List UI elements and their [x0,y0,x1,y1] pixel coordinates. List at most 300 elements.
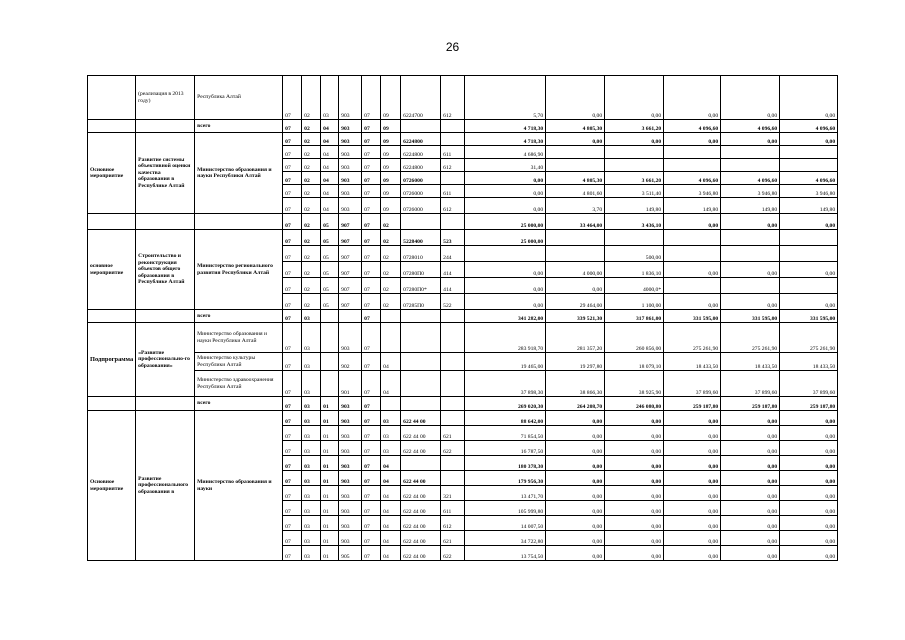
kbk-cell: 905 [339,546,362,561]
amount-cell: 18 079,10 [605,353,664,371]
kbk-cell: 09 [381,198,401,214]
code-cell: 03 [302,531,321,546]
amount-cell: 0,00 [721,441,780,456]
executor-cell: Министерство регионального развития Республики Алтай [195,230,283,310]
kbk-cell: 903 [339,159,362,172]
amount-cell: 0,00 [780,531,838,546]
kbk-cell: 611 [441,146,465,159]
kbk-cell: 612 [441,159,465,172]
code-cell: 07 [283,353,302,371]
code-cell: 07 [283,456,302,471]
kbk-cell: 04 [381,501,401,516]
kbk-cell [401,353,441,371]
amount-cell: 0,00 [546,76,605,120]
kbk-cell: 523 [441,230,465,246]
amount-cell: 34 722,80 [465,531,546,546]
kbk-cell: 07285П0 [401,294,441,310]
page-number: 26 [445,40,460,54]
amount-cell: 0,00 [546,501,605,516]
kbk-cell: 903 [339,531,362,546]
executor-cell: всего [195,310,283,323]
code-cell: 07 [283,120,302,133]
amount-cell [546,146,605,159]
amount-cell [605,230,664,246]
table-row [88,214,838,230]
kbk-cell [381,310,401,323]
executor-cell: Министерство образования и науки Республики Алтай [195,133,283,214]
kbk-cell: 622 44 00 [401,426,441,441]
amount-cell: 5,70 [465,76,546,120]
amount-cell: 4 805,30 [546,120,605,133]
code-cell: 02 [302,214,321,230]
code-cell: 01 [321,471,339,486]
kbk-cell: 902 [339,353,362,371]
kbk-cell: 07 [362,76,381,120]
amount-cell [721,230,780,246]
amount-cell: 31,40 [465,159,546,172]
amount-cell: 0,00 [721,501,780,516]
amount-cell: 180 378,30 [465,456,546,471]
kbk-cell: 522 [441,294,465,310]
code-cell: 02 [302,230,321,246]
code-cell: 07 [283,546,302,561]
event-title-cell [136,120,195,133]
code-cell: 07 [283,516,302,531]
amount-cell: 0,00 [664,471,721,486]
event-title-cell: (реализация в 2013 году) [136,76,195,120]
amount-cell [721,278,780,294]
amount-cell: 0,00 [605,501,664,516]
kbk-cell: 07 [362,278,381,294]
kbk-cell: 0726000 [401,185,441,198]
kbk-cell: 0728010 [401,246,441,262]
code-cell: 07 [283,531,302,546]
code-cell: 07 [283,185,302,198]
kbk-cell: 622 [441,546,465,561]
amount-cell: 0,00 [546,133,605,146]
amount-cell: 0,00 [721,531,780,546]
event-type-cell [88,214,136,230]
amount-cell: 4 096,60 [721,172,780,185]
amount-cell: 1 100,00 [605,294,664,310]
amount-cell: 0,00 [780,294,838,310]
code-cell [321,310,339,323]
kbk-cell: 04 [381,456,401,471]
kbk-cell: 09 [381,120,401,133]
code-cell: 03 [302,501,321,516]
budget-table [87,75,838,561]
kbk-cell: 622 44 00 [401,531,441,546]
amount-cell: 149,80 [664,198,721,214]
amount-cell: 88 642,00 [465,411,546,426]
amount-cell: 3 511,40 [605,185,664,198]
kbk-cell: 07 [362,486,381,501]
code-cell: 07 [283,198,302,214]
amount-cell: 0,00 [664,426,721,441]
amount-cell [721,159,780,172]
kbk-cell [441,133,465,146]
kbk-cell: 03 [381,411,401,426]
kbk-cell: 07 [362,246,381,262]
amount-cell: 269 020,30 [465,397,546,411]
kbk-cell: 07280П0 [401,262,441,278]
amount-cell: 0,00 [780,262,838,278]
code-cell: 07 [283,441,302,456]
code-cell: 03 [302,441,321,456]
amount-cell: 275 261,90 [780,323,838,353]
kbk-cell: 03 [381,426,401,441]
amount-cell: 0,00 [664,294,721,310]
code-cell: 07 [283,371,302,397]
code-cell: 03 [302,323,321,353]
amount-cell: 0,00 [780,516,838,531]
amount-cell: 149,80 [605,198,664,214]
amount-cell: 33 464,00 [546,214,605,230]
kbk-cell: 907 [339,246,362,262]
kbk-cell: 03 [381,441,401,456]
executor-cell: Министерство образования и науки Республики Алтай [195,323,283,353]
amount-cell: 275 261,90 [721,323,780,353]
amount-cell [465,246,546,262]
kbk-cell: 07 [362,471,381,486]
amount-cell: 0,00 [664,456,721,471]
executor-cell: Министерство культуры Республики Алтай [195,353,283,371]
amount-cell: 38 866,30 [546,371,605,397]
kbk-cell: 6224700 [401,76,441,120]
amount-cell: 0,00 [664,411,721,426]
amount-cell: 3 946,80 [664,185,721,198]
amount-cell: 19 465,00 [465,353,546,371]
table-row [88,76,838,120]
kbk-cell [441,214,465,230]
kbk-cell: 07 [362,353,381,371]
kbk-cell: 07 [362,397,381,411]
amount-cell: 0,00 [721,426,780,441]
amount-cell: 0,00 [465,262,546,278]
kbk-cell: 903 [339,146,362,159]
code-cell: 04 [321,198,339,214]
code-cell: 05 [321,278,339,294]
amount-cell: 4 096,60 [780,120,838,133]
amount-cell: 339 521,30 [546,310,605,323]
amount-cell: 0,00 [546,411,605,426]
kbk-cell: 903 [339,501,362,516]
kbk-cell: 903 [339,516,362,531]
amount-cell: 3 661,20 [605,120,664,133]
amount-cell [721,146,780,159]
amount-cell [664,230,721,246]
kbk-cell: 04 [381,531,401,546]
amount-cell [780,159,838,172]
code-cell: 01 [321,531,339,546]
executor-cell: Министерство образования и науки [195,411,283,561]
amount-cell: 18 433,50 [721,353,780,371]
kbk-cell: 07280П0* [401,278,441,294]
kbk-cell [441,120,465,133]
amount-cell: 4 801,60 [546,185,605,198]
kbk-cell: 907 [339,294,362,310]
amount-cell: 3 436,10 [605,214,664,230]
kbk-cell: 02 [381,214,401,230]
amount-cell: 0,00 [780,501,838,516]
amount-cell: 0,00 [721,214,780,230]
kbk-cell [441,172,465,185]
amount-cell: 18 433,50 [780,353,838,371]
amount-cell: 179 956,30 [465,471,546,486]
kbk-cell: 621 [441,426,465,441]
amount-cell: 0,00 [546,516,605,531]
amount-cell: 0,00 [721,471,780,486]
amount-cell: 14 007,50 [465,516,546,531]
amount-cell [780,278,838,294]
kbk-cell [441,456,465,471]
code-cell: 03 [302,516,321,531]
amount-cell: 0,00 [721,546,780,561]
amount-cell: 0,00 [465,172,546,185]
code-cell: 05 [321,262,339,278]
executor-cell [195,214,283,230]
code-cell: 07 [283,172,302,185]
code-cell: 04 [321,146,339,159]
table-row [88,411,838,426]
amount-cell: 149,80 [780,198,838,214]
kbk-cell: 622 44 00 [401,471,441,486]
kbk-cell [441,471,465,486]
amount-cell: 259 187,80 [664,397,721,411]
code-cell: 03 [302,486,321,501]
amount-cell: 0,00 [780,441,838,456]
kbk-cell: 04 [381,371,401,397]
kbk-cell [441,371,465,397]
kbk-cell [401,310,441,323]
kbk-cell: 0726000 [401,172,441,185]
code-cell: 02 [302,146,321,159]
event-title-cell [136,397,195,411]
amount-cell [605,159,664,172]
event-type-cell [88,310,136,323]
kbk-cell: 907 [339,230,362,246]
kbk-cell: 6224800 [401,133,441,146]
kbk-cell [381,397,401,411]
code-cell: 07 [283,133,302,146]
kbk-cell: 09 [381,133,401,146]
code-cell [321,353,339,371]
code-cell: 03 [302,456,321,471]
code-cell: 05 [321,214,339,230]
kbk-cell: 04 [381,486,401,501]
amount-cell: 0,00 [721,516,780,531]
code-cell: 04 [321,133,339,146]
code-cell: 05 [321,246,339,262]
amount-cell: 260 856,00 [605,323,664,353]
kbk-cell: 07 [362,531,381,546]
amount-cell: 0,00 [546,471,605,486]
kbk-cell: 07 [362,441,381,456]
code-cell: 05 [321,230,339,246]
code-cell: 03 [302,471,321,486]
kbk-cell: 07 [362,133,381,146]
kbk-cell: 414 [441,262,465,278]
kbk-cell: 5228400 [401,230,441,246]
kbk-cell: 0726000 [401,198,441,214]
amount-cell: 0,00 [721,411,780,426]
amount-cell: 0,00 [721,486,780,501]
amount-cell [721,246,780,262]
kbk-cell: 903 [339,471,362,486]
table-row [88,397,838,411]
code-cell [321,323,339,353]
kbk-cell: 07 [362,214,381,230]
amount-cell: 246 080,80 [605,397,664,411]
executor-cell: Министерство здравоохранения Республики Алтай [195,371,283,397]
executor-cell: Республика Алтай [195,76,283,120]
amount-cell: 4 000,00 [546,262,605,278]
amount-cell: 0,00 [780,133,838,146]
code-cell: 07 [283,230,302,246]
amount-cell: 0,00 [605,441,664,456]
amount-cell: 19 297,80 [546,353,605,371]
amount-cell: 0,00 [605,486,664,501]
kbk-cell: 07 [362,198,381,214]
code-cell [321,371,339,397]
code-cell: 01 [321,516,339,531]
kbk-cell: 6224800 [401,159,441,172]
amount-cell: 4 718,30 [465,120,546,133]
code-cell: 07 [283,278,302,294]
amount-cell: 0,00 [605,516,664,531]
amount-cell: 500,00 [605,246,664,262]
kbk-cell: 903 [339,426,362,441]
amount-cell: 0,00 [605,471,664,486]
kbk-cell: 09 [381,185,401,198]
kbk-cell: 901 [339,371,362,397]
event-title-cell: «Развитие профессионально-го образования» [136,323,195,397]
amount-cell: 0,00 [664,516,721,531]
kbk-cell: 07 [362,146,381,159]
amount-cell: 4 096,60 [780,172,838,185]
kbk-cell: 907 [339,262,362,278]
amount-cell: 0,00 [546,486,605,501]
amount-cell: 37 899,60 [721,371,780,397]
amount-cell [664,278,721,294]
amount-cell: 13 471,70 [465,486,546,501]
table-row [88,310,838,323]
amount-cell: 0,00 [465,198,546,214]
table-row [88,353,838,371]
amount-cell: 3 946,80 [721,185,780,198]
event-type-cell: основное мероприятие [88,230,136,310]
kbk-cell: 02 [381,262,401,278]
kbk-cell: 622 44 00 [401,516,441,531]
kbk-cell: 07 [362,262,381,278]
kbk-cell: 903 [339,441,362,456]
kbk-cell: 612 [441,76,465,120]
amount-cell: 0,00 [780,426,838,441]
amount-cell: 71 854,50 [465,426,546,441]
amount-cell: 0,00 [465,185,546,198]
amount-cell: 0,00 [780,546,838,561]
amount-cell: 0,00 [546,278,605,294]
code-cell: 04 [321,185,339,198]
kbk-cell: 09 [381,159,401,172]
kbk-cell: 622 44 00 [401,546,441,561]
code-cell: 01 [321,397,339,411]
amount-cell [780,246,838,262]
amount-cell: 0,00 [780,456,838,471]
event-title-cell [136,310,195,323]
kbk-cell: 04 [381,471,401,486]
kbk-cell: 622 44 00 [401,501,441,516]
kbk-cell [441,310,465,323]
table-row [88,371,838,397]
code-cell: 03 [302,371,321,397]
kbk-cell: 07 [362,426,381,441]
kbk-cell: 903 [339,198,362,214]
amount-cell: 0,00 [546,426,605,441]
amount-cell: 37 898,30 [465,371,546,397]
amount-cell: 4 096,60 [664,172,721,185]
amount-cell [546,159,605,172]
amount-cell: 0,00 [605,76,664,120]
kbk-cell: 07 [362,546,381,561]
code-cell: 07 [283,501,302,516]
amount-cell: 0,00 [664,501,721,516]
code-cell: 07 [283,310,302,323]
amount-cell [664,146,721,159]
code-cell: 02 [302,246,321,262]
table-row [88,120,838,133]
amount-cell: 275 261,90 [664,323,721,353]
kbk-cell: 07 [362,323,381,353]
amount-cell: 4 096,60 [721,120,780,133]
amount-cell: 0,00 [546,456,605,471]
event-title-cell [136,214,195,230]
kbk-cell: 07 [362,230,381,246]
amount-cell: 0,00 [721,294,780,310]
amount-cell: 0,00 [546,531,605,546]
amount-cell: 0,00 [664,214,721,230]
kbk-cell [401,397,441,411]
kbk-cell: 02 [381,278,401,294]
kbk-cell [401,371,441,397]
kbk-cell [339,310,362,323]
amount-cell: 0,00 [780,76,838,120]
executor-cell: всего [195,120,283,133]
kbk-cell [441,323,465,353]
amount-cell: 331 595,00 [780,310,838,323]
kbk-cell: 622 44 00 [401,411,441,426]
code-cell: 01 [321,411,339,426]
amount-cell: 0,00 [605,133,664,146]
code-cell: 03 [302,411,321,426]
kbk-cell: 903 [339,486,362,501]
amount-cell: 0,00 [605,456,664,471]
kbk-cell [401,323,441,353]
kbk-cell: 622 [441,441,465,456]
code-cell: 05 [321,294,339,310]
kbk-cell: 02 [381,294,401,310]
code-cell: 02 [302,294,321,310]
amount-cell: 0,00 [721,76,780,120]
kbk-cell: 611 [441,501,465,516]
amount-cell: 38 925,90 [605,371,664,397]
kbk-cell: 611 [441,185,465,198]
code-cell: 03 [321,76,339,120]
amount-cell: 16 787,50 [465,441,546,456]
code-cell: 01 [321,426,339,441]
amount-cell: 18 433,50 [664,353,721,371]
amount-cell [780,146,838,159]
